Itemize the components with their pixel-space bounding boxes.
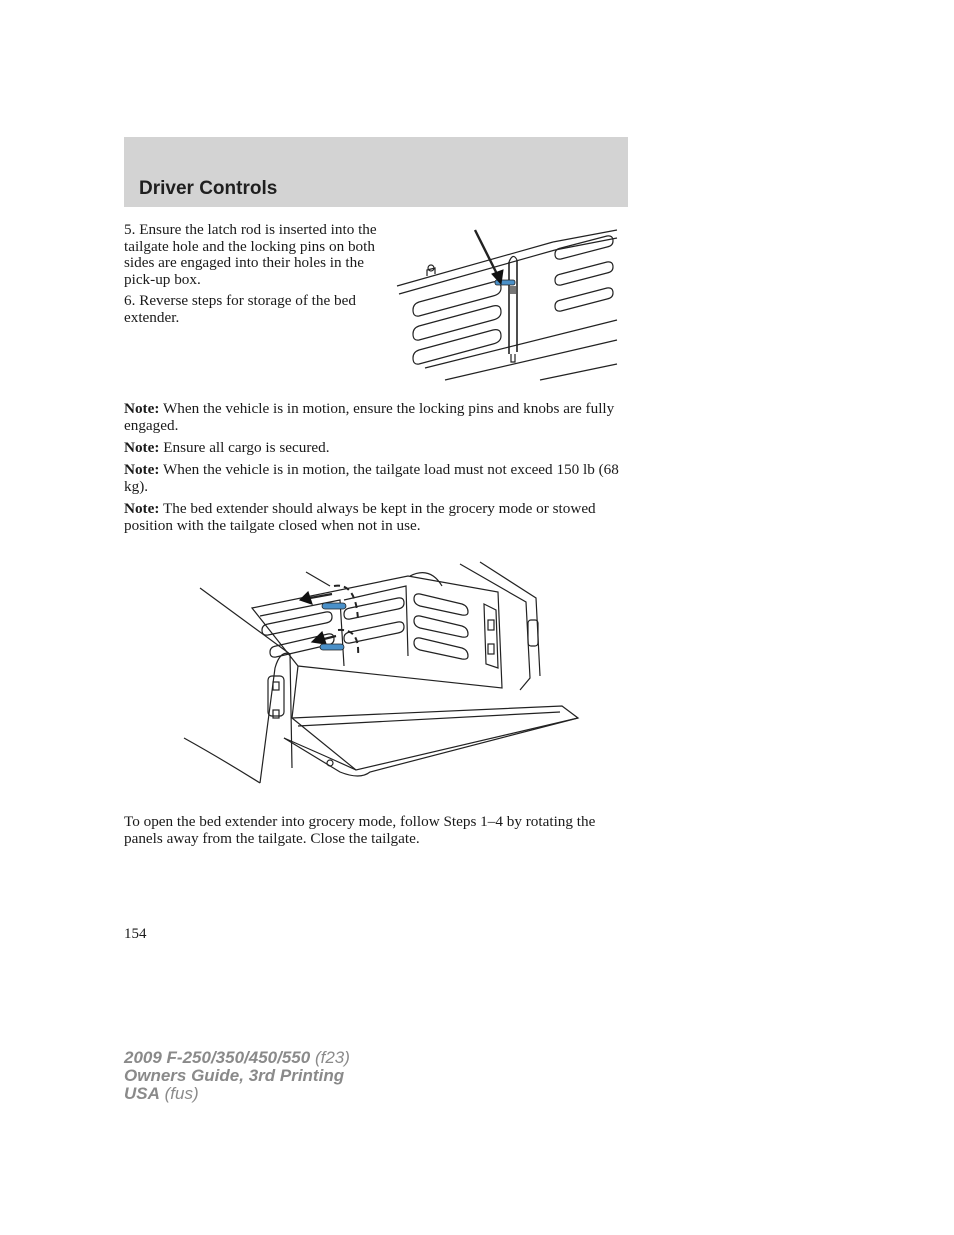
latch-rod-illustration: [395, 222, 625, 384]
note-2: Note: Ensure all cargo is secured.: [124, 439, 330, 456]
footer-guide: Owners Guide, 3rd Printing: [124, 1066, 345, 1085]
footer-model: 2009 F-250/350/450/550 (f23): [124, 1048, 350, 1067]
bed-side: [200, 588, 292, 768]
bed-extender-illustration: [180, 558, 580, 790]
section-title: Driver Controls: [139, 178, 278, 199]
locking-pin-upper: [322, 603, 346, 609]
rail-line: [399, 250, 555, 294]
grocery-mode-paragraph: To open the bed extender into grocery mode, follow Steps 1–4 by rotating the panels away from the tailgate. Close the tailgate.: [124, 813, 596, 847]
step-6: 6. Reverse steps for storage of the bed extender.: [124, 292, 356, 326]
step-5: 5. Ensure the latch rod is inserted into the tailgate hole and the locking pins on both sides are engaged into their holes in the pick-up box.: [124, 221, 377, 288]
locking-pin-lower: [320, 644, 344, 650]
note-3: Note: When the vehicle is in motion, the tailgate load must not exceed 150 lb (68 kg).: [124, 461, 619, 495]
rail-line: [397, 242, 553, 286]
footer-market: USA (fus): [124, 1084, 199, 1103]
page-number: 154: [124, 926, 147, 942]
note-4: Note: The bed extender should always be kept in the grocery mode or stowed position with the tailgate closed when not in use.: [124, 500, 596, 534]
note-1: Note: When the vehicle is in motion, ensure the locking pins and knobs are fully engaged.: [124, 400, 615, 434]
